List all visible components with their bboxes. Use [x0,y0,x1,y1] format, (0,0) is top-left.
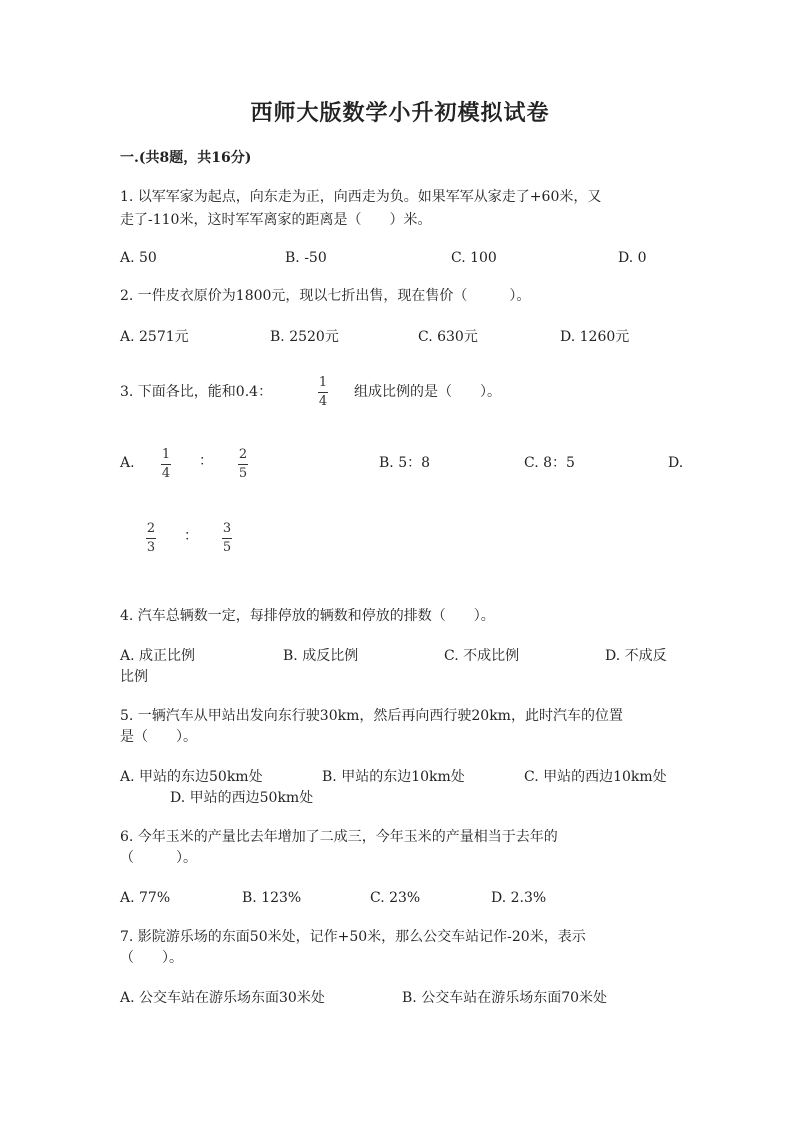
q1-option-d: D. 0 [618,250,647,266]
q2-option-a: A. 2571元 [120,329,189,345]
q5-line1: 5. 一辆汽车从甲站出发向东行驶30km，然后再向西行驶20km，此时汽车的位置 [120,708,623,724]
q3-fraction [318,375,328,410]
numerator: 1 [161,447,171,462]
q3-option-a-fraction-1 [161,447,171,482]
numerator: 2 [238,447,248,462]
q3-prefix: 3. 下面各比，能和0.4： [120,384,273,400]
q3-option-b: B. 5：8 [379,455,431,471]
ratio-colon: ： [184,528,198,544]
q1-line2: 走了-110米，这时军军离家的距离是（ ）米。 [120,212,432,228]
q2-option-c: C. 630元 [418,329,478,345]
q6-option-b: B. 123% [242,890,302,906]
q1-option-a: A. 50 [120,250,157,266]
q5-option-b: B. 甲站的东边10km处 [322,769,465,785]
q1-option-b: B. -50 [285,250,327,266]
fraction-bar [238,464,248,465]
denominator: 4 [161,466,171,481]
q6-option-c: C. 23% [370,890,421,906]
q2-line1: 2. 一件皮衣原价为1800元，现以七折出售，现在售价（ ）。 [120,288,531,304]
q4-option-d-wrap: 比例 [120,669,148,685]
exam-title: 西师大版数学小升初模拟试卷 [250,100,550,126]
q3-option-c: C. 8：5 [524,455,575,471]
denominator: 4 [318,394,328,409]
q3-option-d-fraction-1 [146,521,156,556]
fraction-bar [146,538,156,539]
q3-option-a-fraction-2 [238,447,248,482]
denominator: 5 [222,540,232,555]
q7-line1: 7. 影院游乐场的东面50米处，记作+50米，那么公交车站记作-20米，表示 [120,929,586,945]
numerator: 1 [318,375,328,390]
q5-option-c: C. 甲站的西边10km处 [524,769,667,785]
q4-option-b: B. 成反比例 [283,648,359,664]
q6-line2: （ ）。 [120,850,197,866]
q3-option-a-label: A. [120,455,135,471]
q2-option-b: B. 2520元 [270,329,339,345]
q4-line1: 4. 汽车总辆数一定，每排停放的辆数和停放的排数（ ）。 [120,608,495,624]
q4-option-d: D. 不成反 [605,648,667,664]
q5-option-a: A. 甲站的东边50km处 [120,769,263,785]
fraction-bar [222,538,232,539]
q3-option-d-fraction-2 [222,521,232,556]
q7-line2: （ ）。 [120,950,183,966]
q3-suffix: 组成比例的是（ ）。 [354,384,501,400]
section-heading: 一.(共8题，共16分) [120,150,252,166]
fraction-bar [318,392,328,393]
q3-option-d-label: D. [668,455,684,471]
q7-option-b: B. 公交车站在游乐场东面70米处 [402,990,608,1006]
q1-option-c: C. 100 [451,250,497,266]
q6-option-d: D. 2.3% [491,890,547,906]
fraction-bar [161,464,171,465]
q7-option-a: A. 公交车站在游乐场东面30米处 [120,990,325,1006]
ratio-colon: ： [199,453,213,469]
q4-option-a: A. 成正比例 [120,648,196,664]
q4-option-c: C. 不成比例 [444,648,520,664]
q5-line2: 是（ ）。 [120,729,197,745]
q6-option-a: A. 77% [120,890,171,906]
q6-line1: 6. 今年玉米的产量比去年增加了二成三，今年玉米的产量相当于去年的 [120,829,558,845]
numerator: 3 [222,521,232,536]
q2-option-d: D. 1260元 [560,329,630,345]
q1-line1: 1. 以军军家为起点，向东走为正，向西走为负。如果军军从家走了+60米，又 [120,189,602,205]
numerator: 2 [146,521,156,536]
denominator: 3 [146,540,156,555]
q5-option-d: D. 甲站的西边50km处 [170,790,314,806]
denominator: 5 [238,466,248,481]
